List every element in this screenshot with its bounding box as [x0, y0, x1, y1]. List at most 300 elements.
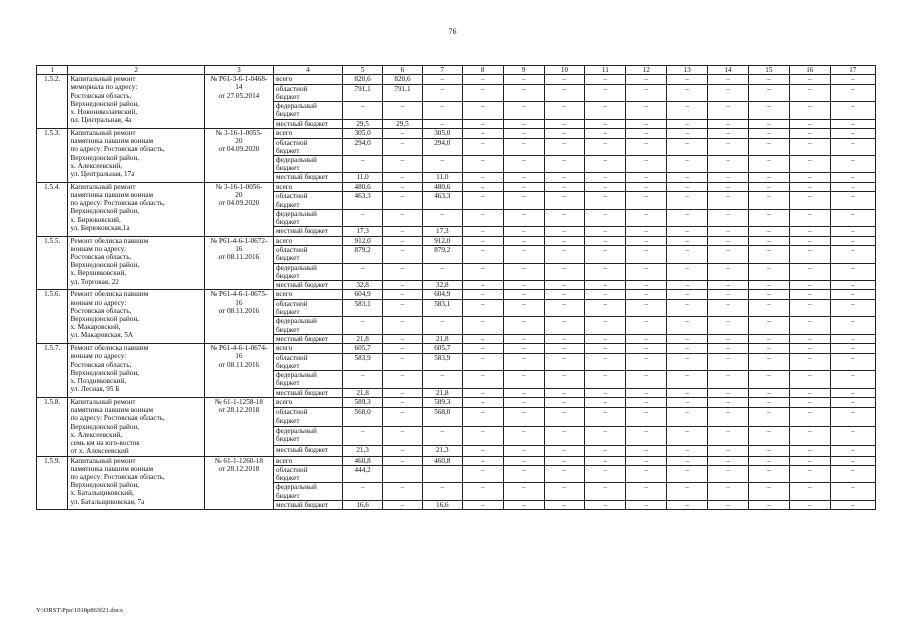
- expertise-number: № Р61-3-6-1-0468- 14 от 27.05.2014: [204, 75, 273, 129]
- value-cell: –: [544, 353, 585, 370]
- value-cell: –: [544, 102, 585, 119]
- value-cell: –: [748, 290, 789, 300]
- value-cell: –: [462, 84, 503, 101]
- value-cell: [422, 466, 462, 483]
- value-cell: –: [708, 334, 749, 344]
- value-cell: 480,6: [422, 182, 462, 192]
- value-cell: –: [462, 209, 503, 226]
- value-cell: –: [343, 155, 383, 172]
- value-cell: –: [462, 75, 503, 85]
- value-cell: –: [667, 173, 708, 183]
- funding-source: областной бюджет: [273, 299, 342, 316]
- object-name: Ремонт обелиска павшим воинам по адресу: Ростовская область, Верхнедонской район, х. Макаровский, ул. Макаровская, 5А: [68, 290, 204, 344]
- value-cell: –: [626, 246, 667, 263]
- value-cell: –: [708, 408, 749, 427]
- value-cell: –: [585, 155, 626, 172]
- value-cell: –: [830, 173, 875, 183]
- funding-source: местный бюджет: [273, 446, 342, 456]
- value-cell: –: [667, 466, 708, 483]
- value-cell: –: [748, 84, 789, 101]
- value-cell: –: [585, 227, 626, 237]
- value-cell: –: [585, 280, 626, 290]
- funding-source: областной бюджет: [273, 192, 342, 209]
- value-cell: –: [383, 192, 423, 209]
- value-cell: –: [544, 290, 585, 300]
- column-number: 17: [830, 66, 875, 75]
- value-cell: –: [626, 129, 667, 139]
- value-cell: –: [503, 388, 544, 398]
- value-cell: –: [422, 84, 462, 101]
- value-cell: –: [830, 500, 875, 510]
- value-cell: –: [626, 119, 667, 129]
- value-cell: –: [503, 500, 544, 510]
- value-cell: –: [383, 263, 423, 280]
- value-cell: 791,1: [343, 84, 383, 101]
- value-cell: –: [830, 353, 875, 370]
- value-cell: –: [667, 280, 708, 290]
- value-cell: –: [789, 344, 830, 354]
- value-cell: –: [830, 129, 875, 139]
- value-cell: –: [503, 299, 544, 316]
- value-cell: 32,8: [343, 280, 383, 290]
- value-cell: –: [789, 155, 830, 172]
- value-cell: 29,5: [343, 119, 383, 129]
- value-cell: –: [626, 84, 667, 101]
- value-cell: –: [748, 182, 789, 192]
- value-cell: –: [585, 84, 626, 101]
- funding-source: всего: [273, 236, 342, 246]
- value-cell: –: [789, 456, 830, 466]
- value-cell: –: [585, 353, 626, 370]
- value-cell: 11,0: [422, 173, 462, 183]
- value-cell: –: [585, 446, 626, 456]
- value-cell: –: [585, 299, 626, 316]
- value-cell: –: [626, 102, 667, 119]
- value-cell: –: [544, 446, 585, 456]
- value-cell: –: [462, 408, 503, 427]
- value-cell: 32,8: [422, 280, 462, 290]
- value-cell: –: [462, 371, 503, 388]
- value-cell: –: [748, 192, 789, 209]
- value-cell: 583,9: [422, 353, 462, 370]
- value-cell: –: [830, 466, 875, 483]
- value-cell: –: [708, 263, 749, 280]
- value-cell: –: [383, 334, 423, 344]
- value-cell: –: [830, 119, 875, 129]
- value-cell: –: [708, 280, 749, 290]
- value-cell: –: [383, 388, 423, 398]
- value-cell: –: [667, 446, 708, 456]
- value-cell: 460,8: [422, 456, 462, 466]
- value-cell: –: [503, 290, 544, 300]
- column-number: 9: [503, 66, 544, 75]
- value-cell: –: [383, 446, 423, 456]
- funding-source: местный бюджет: [273, 500, 342, 510]
- value-cell: –: [422, 483, 462, 500]
- value-cell: –: [383, 427, 423, 446]
- funding-source: местный бюджет: [273, 227, 342, 237]
- funding-source: федеральный бюджет: [273, 102, 342, 119]
- value-cell: –: [544, 182, 585, 192]
- item-number: 1.5.4.: [37, 182, 68, 236]
- value-cell: –: [462, 182, 503, 192]
- value-cell: –: [503, 209, 544, 226]
- value-cell: –: [830, 209, 875, 226]
- value-cell: –: [503, 138, 544, 155]
- value-cell: –: [383, 344, 423, 354]
- value-cell: –: [789, 102, 830, 119]
- value-cell: –: [667, 398, 708, 408]
- value-cell: –: [830, 236, 875, 246]
- value-cell: –: [343, 209, 383, 226]
- value-cell: –: [789, 500, 830, 510]
- value-cell: –: [383, 371, 423, 388]
- value-cell: –: [789, 280, 830, 290]
- value-cell: 29,5: [383, 119, 423, 129]
- value-cell: –: [462, 227, 503, 237]
- expertise-number: № Р61-4-6-1-0674- 16 от 08.11.2016: [204, 344, 273, 398]
- item-number: 1.5.2.: [37, 75, 68, 129]
- value-cell: –: [503, 371, 544, 388]
- value-cell: –: [830, 334, 875, 344]
- expertise-number: № 3-16-1-0056- 20 от 04.09.2020: [204, 182, 273, 236]
- expertise-number: № Р61-4-6-1-0672- 16 от 08.11.2016: [204, 236, 273, 290]
- value-cell: –: [789, 263, 830, 280]
- value-cell: –: [544, 227, 585, 237]
- value-cell: –: [830, 138, 875, 155]
- value-cell: –: [343, 317, 383, 334]
- value-cell: –: [830, 344, 875, 354]
- value-cell: –: [585, 173, 626, 183]
- value-cell: 583,1: [422, 299, 462, 316]
- value-cell: –: [585, 209, 626, 226]
- value-cell: 583,1: [343, 299, 383, 316]
- value-cell: –: [383, 483, 423, 500]
- value-cell: –: [830, 246, 875, 263]
- value-cell: –: [626, 263, 667, 280]
- value-cell: –: [343, 483, 383, 500]
- funding-source: федеральный бюджет: [273, 155, 342, 172]
- value-cell: –: [708, 483, 749, 500]
- value-cell: –: [708, 398, 749, 408]
- value-cell: –: [830, 263, 875, 280]
- value-cell: –: [383, 173, 423, 183]
- value-cell: –: [462, 353, 503, 370]
- value-cell: –: [626, 371, 667, 388]
- value-cell: –: [830, 102, 875, 119]
- value-cell: –: [503, 173, 544, 183]
- value-cell: –: [789, 182, 830, 192]
- value-cell: 912,0: [343, 236, 383, 246]
- value-cell: –: [544, 344, 585, 354]
- value-cell: –: [708, 427, 749, 446]
- value-cell: –: [383, 299, 423, 316]
- value-cell: –: [626, 317, 667, 334]
- table-row: [37, 129, 876, 139]
- value-cell: –: [585, 466, 626, 483]
- value-cell: –: [748, 129, 789, 139]
- value-cell: –: [383, 398, 423, 408]
- value-cell: –: [422, 119, 462, 129]
- value-cell: –: [748, 466, 789, 483]
- value-cell: –: [708, 192, 749, 209]
- value-cell: –: [544, 129, 585, 139]
- value-cell: –: [830, 280, 875, 290]
- value-cell: –: [503, 427, 544, 446]
- value-cell: –: [708, 129, 749, 139]
- table-row: [37, 290, 876, 300]
- column-number: 4: [273, 66, 342, 75]
- value-cell: –: [830, 227, 875, 237]
- value-cell: –: [626, 192, 667, 209]
- value-cell: –: [748, 246, 789, 263]
- value-cell: –: [667, 182, 708, 192]
- value-cell: –: [708, 299, 749, 316]
- funding-source: федеральный бюджет: [273, 209, 342, 226]
- column-number-row: [37, 66, 876, 75]
- value-cell: –: [748, 236, 789, 246]
- value-cell: –: [503, 466, 544, 483]
- value-cell: 21,3: [343, 446, 383, 456]
- object-name: Капитальный ремонт памятника павшим воинам по адресу: Ростовская область, Верхнедонской район, х. Батальщиковский, ул. Батальщиковская, 7а: [68, 456, 204, 510]
- value-cell: –: [383, 182, 423, 192]
- value-cell: –: [667, 388, 708, 398]
- column-number: 11: [585, 66, 626, 75]
- value-cell: 791,1: [383, 84, 423, 101]
- value-cell: –: [667, 408, 708, 427]
- value-cell: –: [830, 192, 875, 209]
- value-cell: –: [383, 246, 423, 263]
- value-cell: –: [503, 446, 544, 456]
- value-cell: –: [748, 119, 789, 129]
- value-cell: –: [667, 155, 708, 172]
- value-cell: –: [626, 280, 667, 290]
- value-cell: 605,7: [343, 344, 383, 354]
- value-cell: –: [708, 209, 749, 226]
- value-cell: –: [748, 209, 789, 226]
- value-cell: –: [830, 408, 875, 427]
- value-cell: –: [462, 155, 503, 172]
- value-cell: –: [708, 246, 749, 263]
- value-cell: –: [544, 173, 585, 183]
- value-cell: –: [343, 427, 383, 446]
- value-cell: –: [708, 84, 749, 101]
- value-cell: –: [708, 119, 749, 129]
- value-cell: –: [585, 398, 626, 408]
- value-cell: –: [544, 398, 585, 408]
- value-cell: 460,8: [343, 456, 383, 466]
- value-cell: –: [748, 371, 789, 388]
- value-cell: –: [462, 344, 503, 354]
- item-number: 1.5.8.: [37, 398, 68, 456]
- funding-source: всего: [273, 75, 342, 85]
- value-cell: –: [789, 446, 830, 456]
- value-cell: –: [585, 371, 626, 388]
- value-cell: –: [585, 246, 626, 263]
- value-cell: –: [626, 334, 667, 344]
- value-cell: –: [544, 236, 585, 246]
- funding-source: федеральный бюджет: [273, 427, 342, 446]
- value-cell: –: [585, 119, 626, 129]
- value-cell: –: [462, 246, 503, 263]
- value-cell: –: [585, 138, 626, 155]
- value-cell: –: [708, 456, 749, 466]
- value-cell: –: [830, 317, 875, 334]
- value-cell: –: [748, 227, 789, 237]
- value-cell: –: [544, 388, 585, 398]
- value-cell: –: [667, 246, 708, 263]
- value-cell: –: [462, 334, 503, 344]
- column-number: 15: [748, 66, 789, 75]
- value-cell: 912,0: [422, 236, 462, 246]
- value-cell: –: [462, 192, 503, 209]
- funding-source: местный бюджет: [273, 334, 342, 344]
- value-cell: –: [585, 388, 626, 398]
- value-cell: –: [667, 353, 708, 370]
- value-cell: –: [789, 227, 830, 237]
- value-cell: 820,6: [383, 75, 423, 85]
- value-cell: –: [503, 236, 544, 246]
- value-cell: –: [585, 129, 626, 139]
- value-cell: –: [789, 236, 830, 246]
- value-cell: –: [585, 182, 626, 192]
- value-cell: –: [503, 483, 544, 500]
- value-cell: 16,6: [343, 500, 383, 510]
- value-cell: –: [748, 317, 789, 334]
- value-cell: –: [343, 263, 383, 280]
- value-cell: –: [830, 483, 875, 500]
- value-cell: –: [462, 129, 503, 139]
- value-cell: –: [544, 209, 585, 226]
- value-cell: –: [383, 209, 423, 226]
- value-cell: –: [462, 173, 503, 183]
- value-cell: –: [544, 466, 585, 483]
- value-cell: –: [462, 299, 503, 316]
- column-number: 16: [789, 66, 830, 75]
- funding-source: областной бюджет: [273, 246, 342, 263]
- value-cell: –: [462, 102, 503, 119]
- value-cell: –: [789, 388, 830, 398]
- value-cell: –: [626, 500, 667, 510]
- funding-source: всего: [273, 129, 342, 139]
- value-cell: –: [708, 317, 749, 334]
- value-cell: –: [544, 456, 585, 466]
- expertise-number: № 3-16-1-0055- 20 от 04.09.2020: [204, 129, 273, 183]
- value-cell: –: [626, 290, 667, 300]
- funding-source: местный бюджет: [273, 119, 342, 129]
- value-cell: 17,3: [422, 227, 462, 237]
- value-cell: –: [789, 317, 830, 334]
- value-cell: –: [503, 227, 544, 237]
- value-cell: –: [585, 408, 626, 427]
- value-cell: –: [830, 446, 875, 456]
- item-number: 1.5.9.: [37, 456, 68, 510]
- object-name: Капитальный ремонт памятника павшим воинам по адресу: Ростовская область, Верхнедонской район, х. Алексеевский, ул. Центральная, 17а: [68, 129, 204, 183]
- value-cell: –: [748, 427, 789, 446]
- value-cell: –: [585, 102, 626, 119]
- expertise-number: № Р61-4-6-1-0675- 16 от 08.11.2016: [204, 290, 273, 344]
- value-cell: –: [503, 75, 544, 85]
- value-cell: –: [830, 398, 875, 408]
- value-cell: –: [544, 119, 585, 129]
- value-cell: –: [748, 456, 789, 466]
- value-cell: –: [830, 155, 875, 172]
- value-cell: –: [503, 398, 544, 408]
- value-cell: –: [708, 446, 749, 456]
- funding-source: всего: [273, 290, 342, 300]
- value-cell: –: [422, 102, 462, 119]
- value-cell: –: [503, 344, 544, 354]
- value-cell: –: [503, 119, 544, 129]
- value-cell: –: [585, 317, 626, 334]
- value-cell: –: [830, 84, 875, 101]
- value-cell: –: [708, 102, 749, 119]
- value-cell: –: [830, 290, 875, 300]
- value-cell: –: [667, 209, 708, 226]
- value-cell: –: [667, 299, 708, 316]
- value-cell: –: [830, 456, 875, 466]
- value-cell: –: [708, 500, 749, 510]
- value-cell: –: [626, 398, 667, 408]
- value-cell: –: [462, 388, 503, 398]
- value-cell: –: [544, 299, 585, 316]
- value-cell: –: [789, 129, 830, 139]
- value-cell: –: [626, 456, 667, 466]
- value-cell: –: [462, 138, 503, 155]
- value-cell: –: [462, 398, 503, 408]
- value-cell: –: [830, 427, 875, 446]
- value-cell: –: [789, 427, 830, 446]
- value-cell: –: [789, 192, 830, 209]
- value-cell: –: [585, 500, 626, 510]
- value-cell: –: [626, 388, 667, 398]
- value-cell: –: [789, 398, 830, 408]
- value-cell: –: [503, 353, 544, 370]
- value-cell: –: [503, 334, 544, 344]
- value-cell: –: [667, 344, 708, 354]
- value-cell: –: [789, 75, 830, 85]
- value-cell: –: [544, 371, 585, 388]
- value-cell: –: [667, 119, 708, 129]
- item-number: 1.5.7.: [37, 344, 68, 398]
- funding-source: областной бюджет: [273, 84, 342, 101]
- value-cell: –: [748, 102, 789, 119]
- value-cell: –: [422, 427, 462, 446]
- value-cell: –: [383, 236, 423, 246]
- value-cell: –: [626, 483, 667, 500]
- column-number: 5: [343, 66, 383, 75]
- value-cell: –: [830, 75, 875, 85]
- value-cell: –: [748, 388, 789, 398]
- value-cell: –: [626, 209, 667, 226]
- value-cell: –: [585, 236, 626, 246]
- column-number: 10: [544, 66, 585, 75]
- value-cell: –: [383, 500, 423, 510]
- value-cell: –: [422, 317, 462, 334]
- value-cell: –: [383, 280, 423, 290]
- value-cell: 444,2: [343, 466, 383, 483]
- table-row: [37, 75, 876, 85]
- value-cell: –: [708, 290, 749, 300]
- value-cell: –: [503, 192, 544, 209]
- value-cell: 305,0: [422, 129, 462, 139]
- column-number: 8: [462, 66, 503, 75]
- value-cell: 879,2: [422, 246, 462, 263]
- value-cell: –: [462, 466, 503, 483]
- object-name: Капитальный ремонт памятника павшим воинам по адресу: Ростовская область, Верхнедонской район, х. Бирюковский, ул. Бирюковская,1а: [68, 182, 204, 236]
- value-cell: –: [503, 317, 544, 334]
- value-cell: –: [626, 236, 667, 246]
